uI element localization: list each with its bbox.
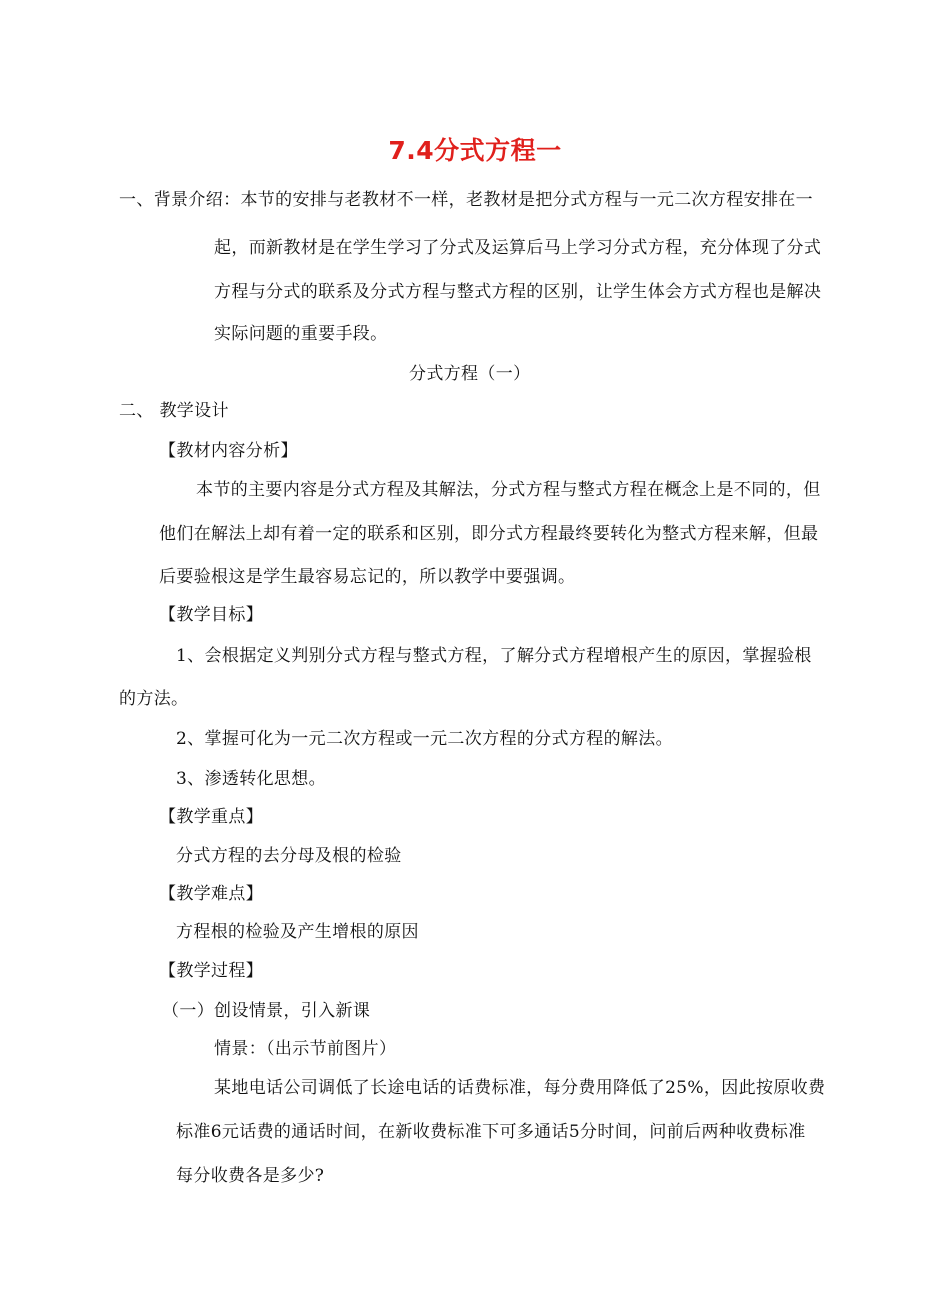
process-step-1: （一）创设情景，引入新课	[162, 1001, 371, 1021]
process-heading: 【教学过程】	[159, 961, 264, 981]
goal-3: 3、渗透转化思想。	[176, 769, 326, 789]
page-title: 7.4分式方程一	[388, 136, 562, 165]
problem-line-1: 某地电话公司调低了长途电话的话费标准，每分费用降低了25%，因此按原收费	[214, 1078, 826, 1098]
goals-heading: 【教学目标】	[159, 605, 264, 625]
problem-line-2: 标准6元话费的通话时间，在新收费标准下可多通话5分时间，问前后两种收费标准	[176, 1122, 806, 1142]
background-line-1: 一、背景介绍：本节的安排与老教材不一样，老教材是把分式方程与一元二次方程安排在一	[119, 190, 813, 210]
background-line-3: 方程与分式的联系及分式方程与整式方程的区别，让学生体会方式方程也是解决	[214, 282, 822, 302]
problem-line-3: 每分收费各是多少?	[176, 1166, 325, 1186]
key-points-heading: 【教学重点】	[159, 807, 264, 827]
material-heading: 【教材内容分析】	[159, 441, 298, 461]
process-scene: 情景：（出示节前图片）	[214, 1039, 397, 1059]
goal-2: 2、掌握可化为一元二次方程或一元二次方程的分式方程的解法。	[176, 729, 673, 749]
background-line-2: 起，而新教材是在学生学习了分式及运算后马上学习分式方程，充分体现了分式	[214, 238, 822, 258]
section-two-heading: 二、 教学设计	[119, 401, 229, 421]
material-line-1: 本节的主要内容是分式方程及其解法，分式方程与整式方程在概念上是不同的，但	[196, 480, 821, 500]
difficulties-heading: 【教学难点】	[159, 884, 264, 904]
key-points-text: 分式方程的去分母及根的检验	[176, 846, 402, 866]
section-subtitle: 分式方程（一）	[409, 364, 531, 384]
goal-1-line-1: 1、会根据定义判别分式方程与整式方程，了解分式方程增根产生的原因，掌握验根	[176, 646, 812, 666]
material-line-2: 他们在解法上却有着一定的联系和区别，即分式方程最终要转化为整式方程来解，但最	[159, 524, 819, 544]
material-line-3: 后要验根这是学生最容易忘记的，所以教学中要强调。	[159, 567, 576, 587]
difficulties-text: 方程根的检验及产生增根的原因	[176, 922, 419, 942]
background-line-4: 实际问题的重要手段。	[214, 324, 388, 344]
goal-1-line-2: 的方法。	[119, 689, 189, 709]
